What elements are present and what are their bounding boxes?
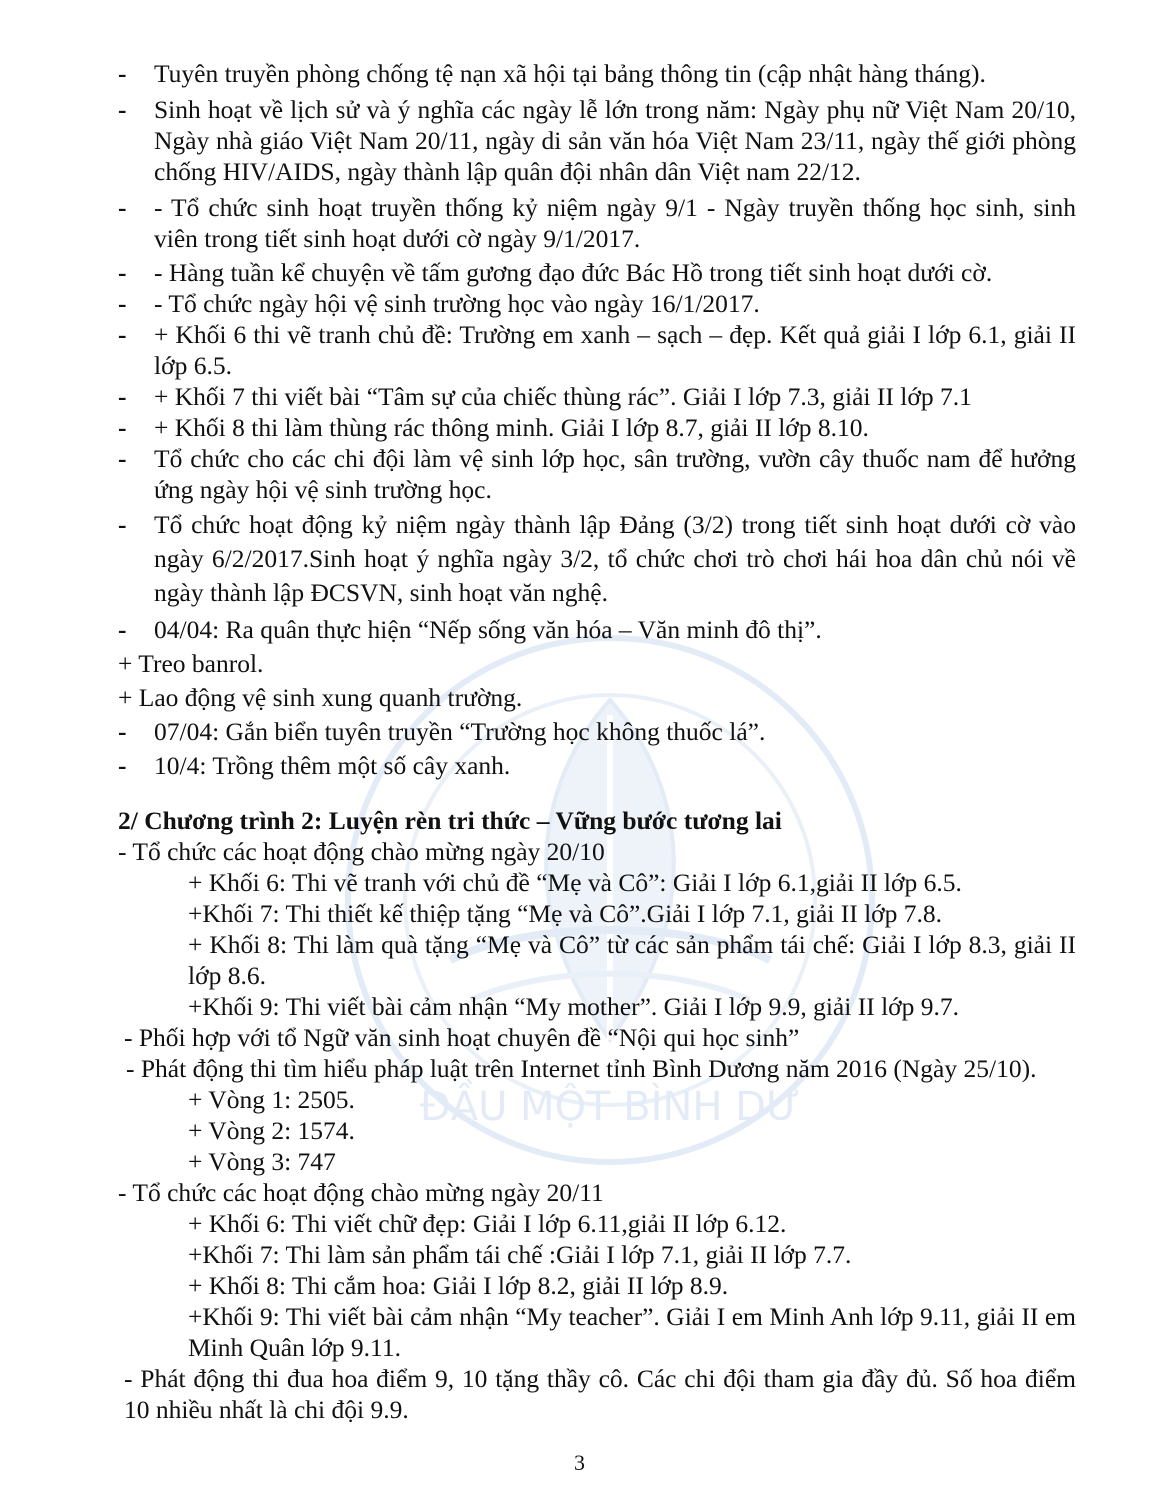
list-item: - + Khối 8 thi làm thùng rác thông minh. Giải I lớp 8.7, giải II lớp 8.10. — [118, 413, 869, 442]
section-heading: 2/ Chương trình 2: Luyện rèn tri thức – Vững bước tương lai — [118, 806, 782, 835]
list-item: - + Khối 6 thi vẽ tranh chủ đề: Trường em xanh – sạch – đẹp. Kết quả giải I lớp 6.1, giải II lớp 6.5. — [118, 320, 1076, 380]
list-item: - 07/04: Gắn biển tuyên truyền “Trường học không thuốc lá”. — [118, 715, 1076, 749]
sub-item: +Khối 9: Thi viết bài cảm nhận “My teacher”. Giải I em Minh Anh lớp 9.11, giải II em Minh Quân lớp 9.11. — [188, 1302, 1076, 1362]
list-item: - - Tổ chức ngày hội vệ sinh trường học vào ngày 16/1/2017. — [118, 289, 760, 318]
section-item: - Phát động thi tìm hiểu pháp luật trên Internet tỉnh Bình Dương năm 2016 (Ngày 25/10). — [126, 1054, 1037, 1083]
list-item: - Tuyên truyền phòng chống tệ nạn xã hội tại bảng thông tin (cập nhật hàng tháng). — [118, 59, 986, 88]
document-body — [118, 58, 1076, 1425]
bullet-dash: - — [118, 413, 127, 442]
bullet-dash: - — [118, 510, 127, 539]
section-item: - Phối hợp với tổ Ngữ văn sinh hoạt chuyên đề “Nội qui học sinh” — [124, 1023, 800, 1052]
sub-item: +Khối 9: Thi viết bài cảm nhận “My mother”. Giải I lớp 9.9, giải II lớp 9.7. — [188, 992, 960, 1021]
list-item: - - Hàng tuần kể chuyện về tấm gương đạo đức Bác Hồ trong tiết sinh hoạt dưới cờ. — [118, 258, 993, 287]
sub-item: + Khối 8: Thi làm quà tặng “Mẹ và Cô” từ các sản phẩm tái chế: Giải I lớp 8.3, giải II lớp 8.6. — [188, 930, 1076, 990]
list-item: - + Khối 7 thi viết bài “Tâm sự của chiếc thùng rác”. Giải I lớp 7.3, giải II lớp 7.1 — [118, 382, 972, 411]
round-item: + Vòng 3: 747 — [188, 1147, 336, 1176]
round-item: + Vòng 1: 2505. — [188, 1085, 355, 1114]
list-item: - Tổ chức cho các chi đội làm vệ sinh lớp học, sân trường, vườn cây thuốc nam để hưởng ứng ngày hội vệ sinh trường học. — [118, 444, 1076, 504]
sub-item: + Khối 6: Thi viết chữ đẹp: Giải I lớp 6.11,giải II lớp 6.12. — [188, 1209, 787, 1238]
plus-item: + Treo banrol. — [118, 649, 264, 678]
round-item: + Vòng 2: 1574. — [188, 1116, 355, 1145]
bullet-dash: - — [118, 615, 127, 644]
sub-item: +Khối 7: Thi thiết kế thiệp tặng “Mẹ và Cô”.Giải I lớp 7.1, giải II lớp 7.8. — [188, 899, 943, 928]
sub-item: + Khối 8: Thi cắm hoa: Giải I lớp 8.2, giải II lớp 8.9. — [188, 1271, 729, 1300]
section-item: - Tổ chức các hoạt động chào mừng ngày 20/10 — [118, 837, 605, 866]
bullet-dash: - — [118, 59, 127, 88]
bullet-dash: - — [118, 320, 127, 349]
bullet-dash: - — [118, 95, 127, 124]
bullet-dash: - — [118, 382, 127, 411]
bullet-dash: - — [118, 751, 127, 780]
section-item: - Tổ chức các hoạt động chào mừng ngày 20/11 — [118, 1178, 604, 1207]
list-item: - 04/04: Ra quân thực hiện “Nếp sống văn hóa – Văn minh đô thị”. — [118, 613, 1076, 647]
bullet-dash: - — [118, 717, 127, 746]
list-item: - Tổ chức hoạt động kỷ niệm ngày thành lập Đảng (3/2) trong tiết sinh hoạt dưới cờ vào ngày 6/2/2017.Sinh hoạt ý nghĩa ngày 3/2, tổ chức chơi trò chơi hái hoa dân chủ nói về ngày thành lập ĐCSVN, sinh hoạt văn nghệ. — [118, 510, 1076, 607]
page-number: 3 — [574, 1450, 585, 1475]
plus-item: + Lao động vệ sinh xung quanh trường. — [118, 683, 523, 712]
bullet-dash: - — [118, 258, 127, 287]
section-item: - Phát động thi đua hoa điểm 9, 10 tặng thầy cô. Các chi đội tham gia đầy đủ. Số hoa điểm 10 nhiều nhất là chi đội 9.9. — [124, 1364, 1076, 1424]
bullet-dash: - — [118, 193, 127, 222]
sub-item: +Khối 7: Thi làm sản phẩm tái chế :Giải I lớp 7.1, giải II lớp 7.7. — [188, 1240, 852, 1269]
list-item: - 10/4: Trồng thêm một số cây xanh. — [118, 749, 1076, 783]
list-item: - Sinh hoạt về lịch sử và ý nghĩa các ngày lễ lớn trong năm: Ngày phụ nữ Việt Nam 20/10, Ngày nhà giáo Việt Nam 20/11, ngày di sản văn hóa Việt Nam 23/11, ngày thế giới phòng chống HIV/AIDS, ngày thành lập quân đội nhân dân Việt nam 22/12. — [118, 95, 1076, 186]
sub-item: + Khối 6: Thi vẽ tranh với chủ đề “Mẹ và Cô”: Giải I lớp 6.1,giải II lớp 6.5. — [188, 868, 962, 897]
bullet-dash: - — [118, 289, 127, 318]
watermark-text: ĐẦU MỘT BÌNH DƯ — [419, 1084, 801, 1130]
bullet-dash: - — [118, 444, 127, 473]
list-item: - - Tổ chức sinh hoạt truyền thống kỷ niệm ngày 9/1 - Ngày truyền thống học sinh, sinh viên trong tiết sinh hoạt dưới cờ ngày 9/1/2017. — [118, 193, 1076, 253]
